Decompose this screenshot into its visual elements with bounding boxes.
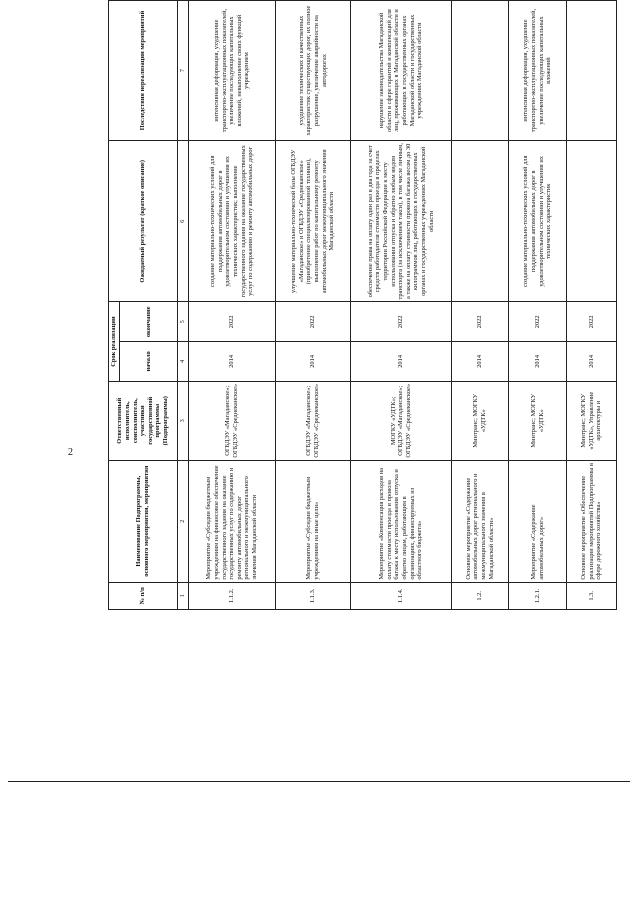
col-number: 6 [178,141,189,302]
table-row [276,1,351,610]
table-row [567,1,617,610]
header-end: окончание [120,302,178,342]
page-number: 2 [68,447,73,458]
header-consequences: Последствия нереализации мероприятий [109,1,178,141]
row-end: 2022 [351,302,452,342]
header-result: Ожидаемый результат (краткое описание) [109,141,178,302]
row-name: Основное мероприятие «Обеспечение реализации мероприятий Подпрограммы в сфере дорожного хозяйства» [567,460,617,582]
row-start: 2014 [189,342,276,382]
row-executor: МОГКУ «УДТК»; ОГБДЭУ «Магаданское»; ОГБДЭУ «Среднеканское» [351,381,452,460]
row-consequences: интенсивная деформация, ухудшение транспортно-эксплуатационных показателей, увеличение последующих капитальных вложений, невыполнение своих функций учреждением [189,1,276,141]
row-consequences: ухудшение технических и качественных характеристик существующих дорог, их полное разрушение, увеличение аварийности на автодорогах [276,1,351,141]
header-start: начало [120,342,178,382]
row-num: 1.1.4. [351,582,452,609]
row-result [567,141,617,302]
row-consequences: нарушение законодательства Магаданской области в сфере гарантий и компенсаций для лиц, проживающих в Магаданской области и работающих в государственных органах Магаданской области и государственных учреждениях Магаданской области [351,1,452,141]
row-num: 1.3. [567,582,617,609]
row-end: 2022 [509,302,567,342]
row-result: создание материально-технических условий для поддержания автомобильных дорог в удовлетворительном состоянии и улучшения их технических характеристик [509,141,567,302]
row-name: Мероприятие «Содержание автомобильных дорог» [509,460,567,582]
table-row [452,1,509,610]
table-row [351,1,452,610]
row-consequences [567,1,617,141]
header-num: № п/п [109,582,178,609]
row-consequences [452,1,509,141]
row-result: обеспечение права на оплату один раз в два года за счет средств работодателя стоимости проезда в пределах территории Российской Федерации к месту использования отпуска и обратно любым видом транспорта (за исключением такси), в том числе личным, а также на оплату стоимости провоза багажа весом до 30 килограммов лиц, работающих в государственных органах и государственных учреждениях Магаданской области [351,141,452,302]
row-executor: Минтранс; МОГКУ «УДТК» [509,381,567,460]
row-result [452,141,509,302]
row-start: 2014 [351,342,452,382]
row-end: 2022 [276,302,351,342]
table-row [189,1,276,610]
col-number: 3 [178,381,189,460]
row-num: 1.2.1. [509,582,567,609]
header-name: Наименование Подпрограммы, основного мероприятия, мероприятия [109,460,178,582]
row-end: 2022 [452,302,509,342]
row-consequences: интенсивная деформация, ухудшение транспортно-эксплуатационных показателей, увеличение последующих капитальных вложений [509,1,567,141]
horizontal-rule [8,781,630,782]
row-name: Мероприятие «Компенсация расходов на оплату стоимости проезда и провоза багажа к месту использования отпуска и обратно лицам, работающим в организациях, финансируемых из областного бюджета» [351,460,452,582]
row-name: Мероприятие «Субсидии бюджетным учреждениям на иные цели» [276,460,351,582]
row-end: 2022 [567,302,617,342]
row-num: 1.2. [452,582,509,609]
row-name: Основное мероприятие «Содержание автомобильных дорог регионального и межмуниципального значения в Магаданской области» [452,460,509,582]
row-num: 1.1.2. [189,582,276,609]
row-executor: ОГБДЭУ «Магаданское»; ОГБДЭУ «Среднеканское» [276,381,351,460]
row-start: 2014 [276,342,351,382]
row-result: создание материально-технических условий для поддержания автомобильных дорог в удовлетворительном состоянии и улучшения их технических характеристик; выполнение государственного задания на оказание государственных услуг по содержанию и ремонту автомобильных дорог [189,141,276,302]
col-number: 7 [178,1,189,141]
row-end: 2022 [189,302,276,342]
rotated-table-page [108,0,615,610]
row-executor: ОГБДЭУ «Магаданское»; ОГБДЭУ «Среднеканское» [189,381,276,460]
row-start: 2014 [509,342,567,382]
col-number: 5 [178,302,189,342]
col-number: 2 [178,460,189,582]
program-table [108,0,617,610]
col-number: 1 [178,582,189,609]
row-num: 1.1.3. [276,582,351,609]
row-executor: Минтранс; МОГКУ «УДТК», Управление архитектуры и [567,381,617,460]
row-executor: Минтранс; МОГКУ «УДТК» [452,381,509,460]
col-number: 4 [178,342,189,382]
row-result: улучшение материально-технической базы ОГБДЭУ «Магаданское» и ОГБДЭУ «Среднеканское» (приобретение специализированной техники), выполнение работ по капитальному ремонту автомобильных дорог межмуниципального значения Магаданской области [276,141,351,302]
header-executor: Ответственный исполнитель, соисполнитель, участники государственной программы (Подпрограммы) [109,381,178,460]
row-name: Мероприятие «Субсидии бюджетным учреждениям на финансовое обеспечение государственного задания на оказание государственных услуг по содержанию и ремонту автомобильных дорог регионального и межмуниципального значения Магаданской области [189,460,276,582]
row-start: 2014 [452,342,509,382]
header-period: Срок реализации [109,302,120,381]
row-start: 2014 [567,342,617,382]
table-row [509,1,567,610]
